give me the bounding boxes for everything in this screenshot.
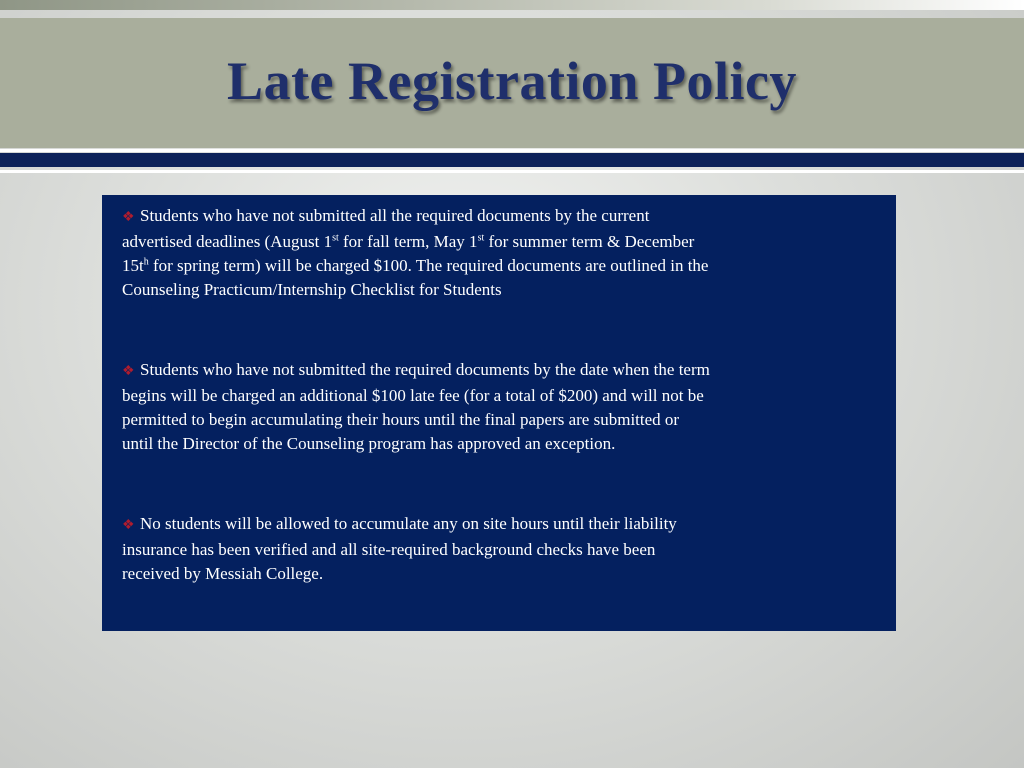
diamond-bullet-icon: ❖ — [122, 210, 135, 225]
bullet-item-1 — [122, 204, 892, 302]
bullet-2-line-4: until the Director of the Counseling program has approved an exception. — [122, 434, 616, 453]
divider-band-navy — [0, 153, 1024, 167]
bullet-1-line-2: advertised deadlines (August 1st for fall term, May 1st for summer term & December — [122, 232, 695, 251]
bullet-item-3 — [122, 512, 892, 586]
divider-line-bottom — [0, 170, 1024, 173]
bullet-2-line-2: begins will be charged an additional $100 late fee (for a total of $200) and will not be — [122, 386, 704, 405]
bullet-2-line-1: Students who have not submitted the required documents by the date when the term — [140, 360, 710, 379]
diamond-bullet-icon: ❖ — [122, 518, 135, 533]
bullet-1-line-4: Counseling Practicum/Internship Checklist for Students — [122, 280, 502, 299]
bullet-1-line-1: Students who have not submitted all the required documents by the current — [140, 206, 650, 225]
divider-line-top — [0, 149, 1024, 152]
bullet-3-line-3: received by Messiah College. — [122, 564, 324, 583]
bullet-2-line-3: permitted to begin accumulating their hours until the final papers are submitted or — [122, 410, 680, 429]
bullet-3-line-2: insurance has been verified and all site-required background checks have been — [122, 540, 656, 559]
bullet-item-2 — [122, 358, 892, 456]
diamond-bullet-icon: ❖ — [122, 364, 135, 379]
top-gradient-strip — [0, 0, 1024, 10]
content-panel — [102, 195, 896, 631]
bullet-1-line-3: $15t^h$ for spring term) will be charged $100. The required documents are outlined in the — [122, 256, 709, 275]
bullet-3-line-1: No students will be allowed to accumulate any on site hours until their liability — [140, 514, 677, 533]
slide-title: Late Registration Policy — [227, 51, 797, 111]
